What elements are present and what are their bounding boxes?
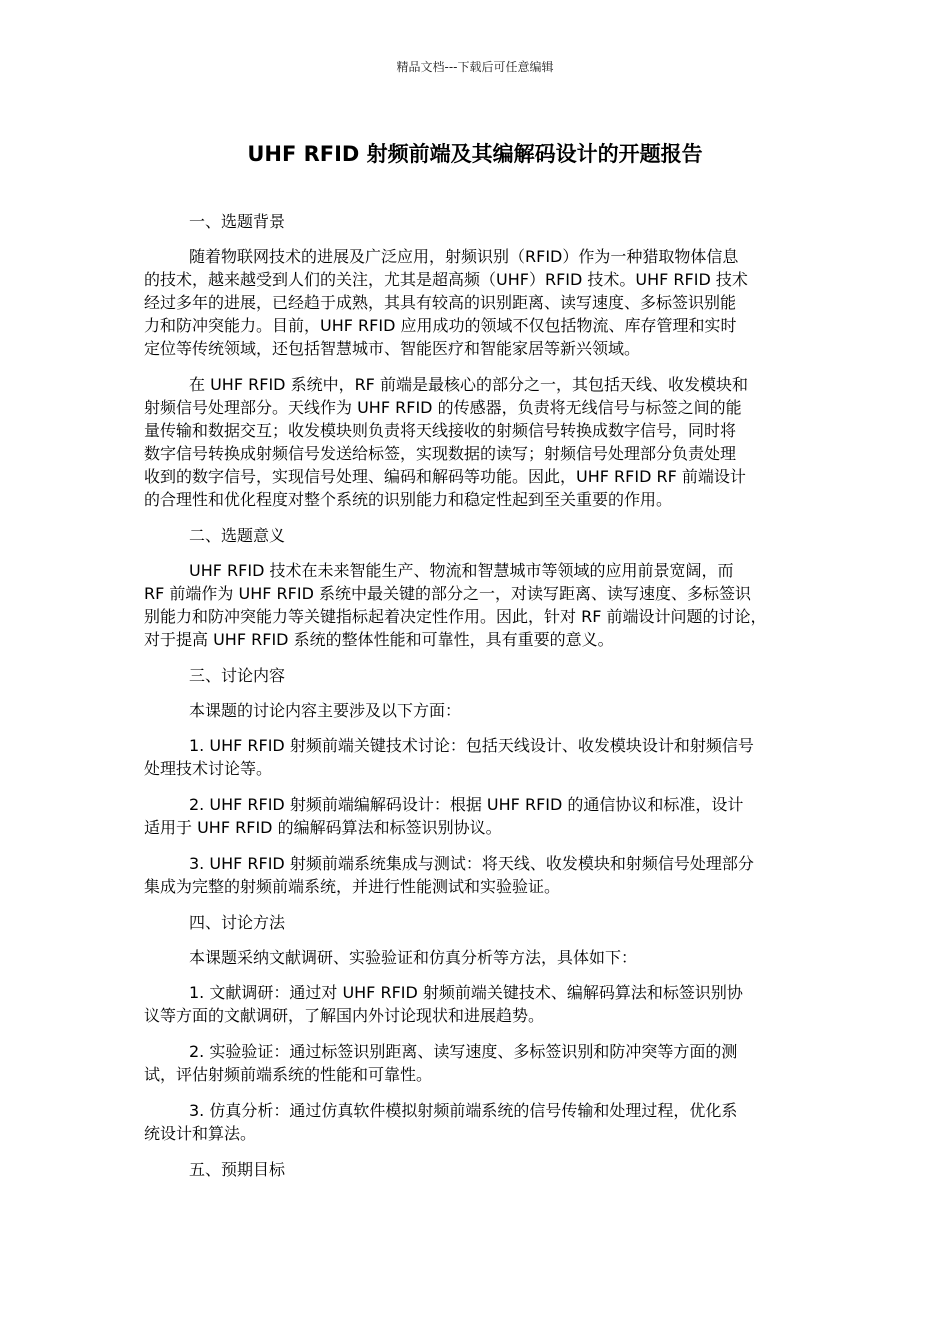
text-line: 统设计和算法。 <box>144 1124 257 1143</box>
section-heading-significance: 二、选题意义 <box>189 526 286 545</box>
text-line: 2. UHF RFID 射频前端编解码设计：根据 UHF RFID 的通信协议和标准，设计 <box>189 795 744 814</box>
text-line: UHF RFID 技术在未来智能生产、物流和智慧城市等领域的应用前景宽阔，而 <box>189 561 734 580</box>
list-item <box>144 1099 812 1145</box>
text-line: 2. 实验验证：通过标签识别距离、读写速度、多标签识别和防冲突等方面的测 <box>189 1042 738 1061</box>
paragraph <box>144 559 812 651</box>
document-body <box>144 210 812 1193</box>
text-line: 的技术，越来越受到人们的关注，尤其是超高频（UHF）RFID 技术。UHF RFID 技术 <box>144 270 748 289</box>
text-line: 定位等传统领域，还包括智慧城市、智能医疗和智能家居等新兴领域。 <box>144 339 641 358</box>
text-line: 经过多年的进展，已经趋于成熟，其具有较高的识别距离、读写速度、多标签识别能 <box>144 293 737 312</box>
text-line: 的合理性和优化程度对整个系统的识别能力和稳定性起到至关重要的作用。 <box>144 490 673 509</box>
text-line: 1. UHF RFID 射频前端关键技术讨论：包括天线设计、收发模块设计和射频信号 <box>189 736 754 755</box>
list-item <box>144 1040 812 1086</box>
paragraph-intro: 本课题采纳文献调研、实验验证和仿真分析等方法，具体如下： <box>189 948 638 967</box>
list-item <box>144 734 812 780</box>
list-item <box>144 793 812 839</box>
list-item <box>144 852 812 898</box>
text-line: 处理技术讨论等。 <box>144 759 273 778</box>
text-line: 别能力和防冲突能力等关键指标起着决定性作用。因此，针对 RF 前端设计问题的讨论， <box>144 607 767 626</box>
text-line: 3. UHF RFID 射频前端系统集成与测试：将天线、收发模块和射频信号处理部分 <box>189 854 754 873</box>
text-line: 3. 仿真分析：通过仿真软件模拟射频前端系统的信号传输和处理过程，优化系 <box>189 1101 738 1120</box>
section-heading-methods: 四、讨论方法 <box>189 913 286 932</box>
text-line: 对于提高 UHF RFID 系统的整体性能和可靠性，具有重要的意义。 <box>144 630 614 649</box>
text-line: 量传输和数据交互；收发模块则负责将天线接收的射频信号转换成数字信号，同时将 <box>144 421 737 440</box>
text-line: 在 UHF RFID 系统中，RF 前端是最核心的部分之一，其包括天线、收发模块和 <box>189 375 748 394</box>
section-heading-goals: 五、预期目标 <box>189 1160 286 1179</box>
document-title: UHF RFID 射频前端及其编解码设计的开题报告 <box>247 142 703 166</box>
text-line: 集成为完整的射频前端系统，并进行性能测试和实验验证。 <box>144 877 561 896</box>
text-line: 议等方面的文献调研，了解国内外讨论现状和进展趋势。 <box>144 1006 545 1025</box>
section-heading-background: 一、选题背景 <box>189 212 286 231</box>
text-line: 收到的数字信号，实现信号处理、编码和解码等功能。因此，UHF RFID RF 前端设计 <box>144 467 746 486</box>
header-note: 精品文档---下载后可任意编辑 <box>396 60 554 74</box>
text-line: 随着物联网技术的进展及广泛应用，射频识别（RFID）作为一种猎取物体信息 <box>189 247 739 266</box>
text-line: 数字信号转换成射频信号发送给标签，实现数据的读写；射频信号处理部分负责处理 <box>144 444 737 463</box>
paragraph <box>144 373 812 511</box>
text-line: 力和防冲突能力。目前，UHF RFID 应用成功的领域不仅包括物流、库存管理和实时 <box>144 316 737 335</box>
list-item <box>144 981 812 1027</box>
text-line: 1. 文献调研：通过对 UHF RFID 射频前端关键技术、编解码算法和标签识别协 <box>189 983 743 1002</box>
paragraph-intro: 本课题的讨论内容主要涉及以下方面： <box>189 701 462 720</box>
text-line: 射频信号处理部分。天线作为 UHF RFID 的传感器，负责将无线信号与标签之间的能 <box>144 398 742 417</box>
section-heading-content: 三、讨论内容 <box>189 666 286 685</box>
text-line: RF 前端作为 UHF RFID 系统中最关键的部分之一，对读写距离、读写速度、多标签识 <box>144 584 751 603</box>
text-line: 适用于 UHF RFID 的编解码算法和标签识别协议。 <box>144 818 502 837</box>
paragraph <box>144 245 812 360</box>
text-line: 试，评估射频前端系统的性能和可靠性。 <box>144 1065 433 1084</box>
